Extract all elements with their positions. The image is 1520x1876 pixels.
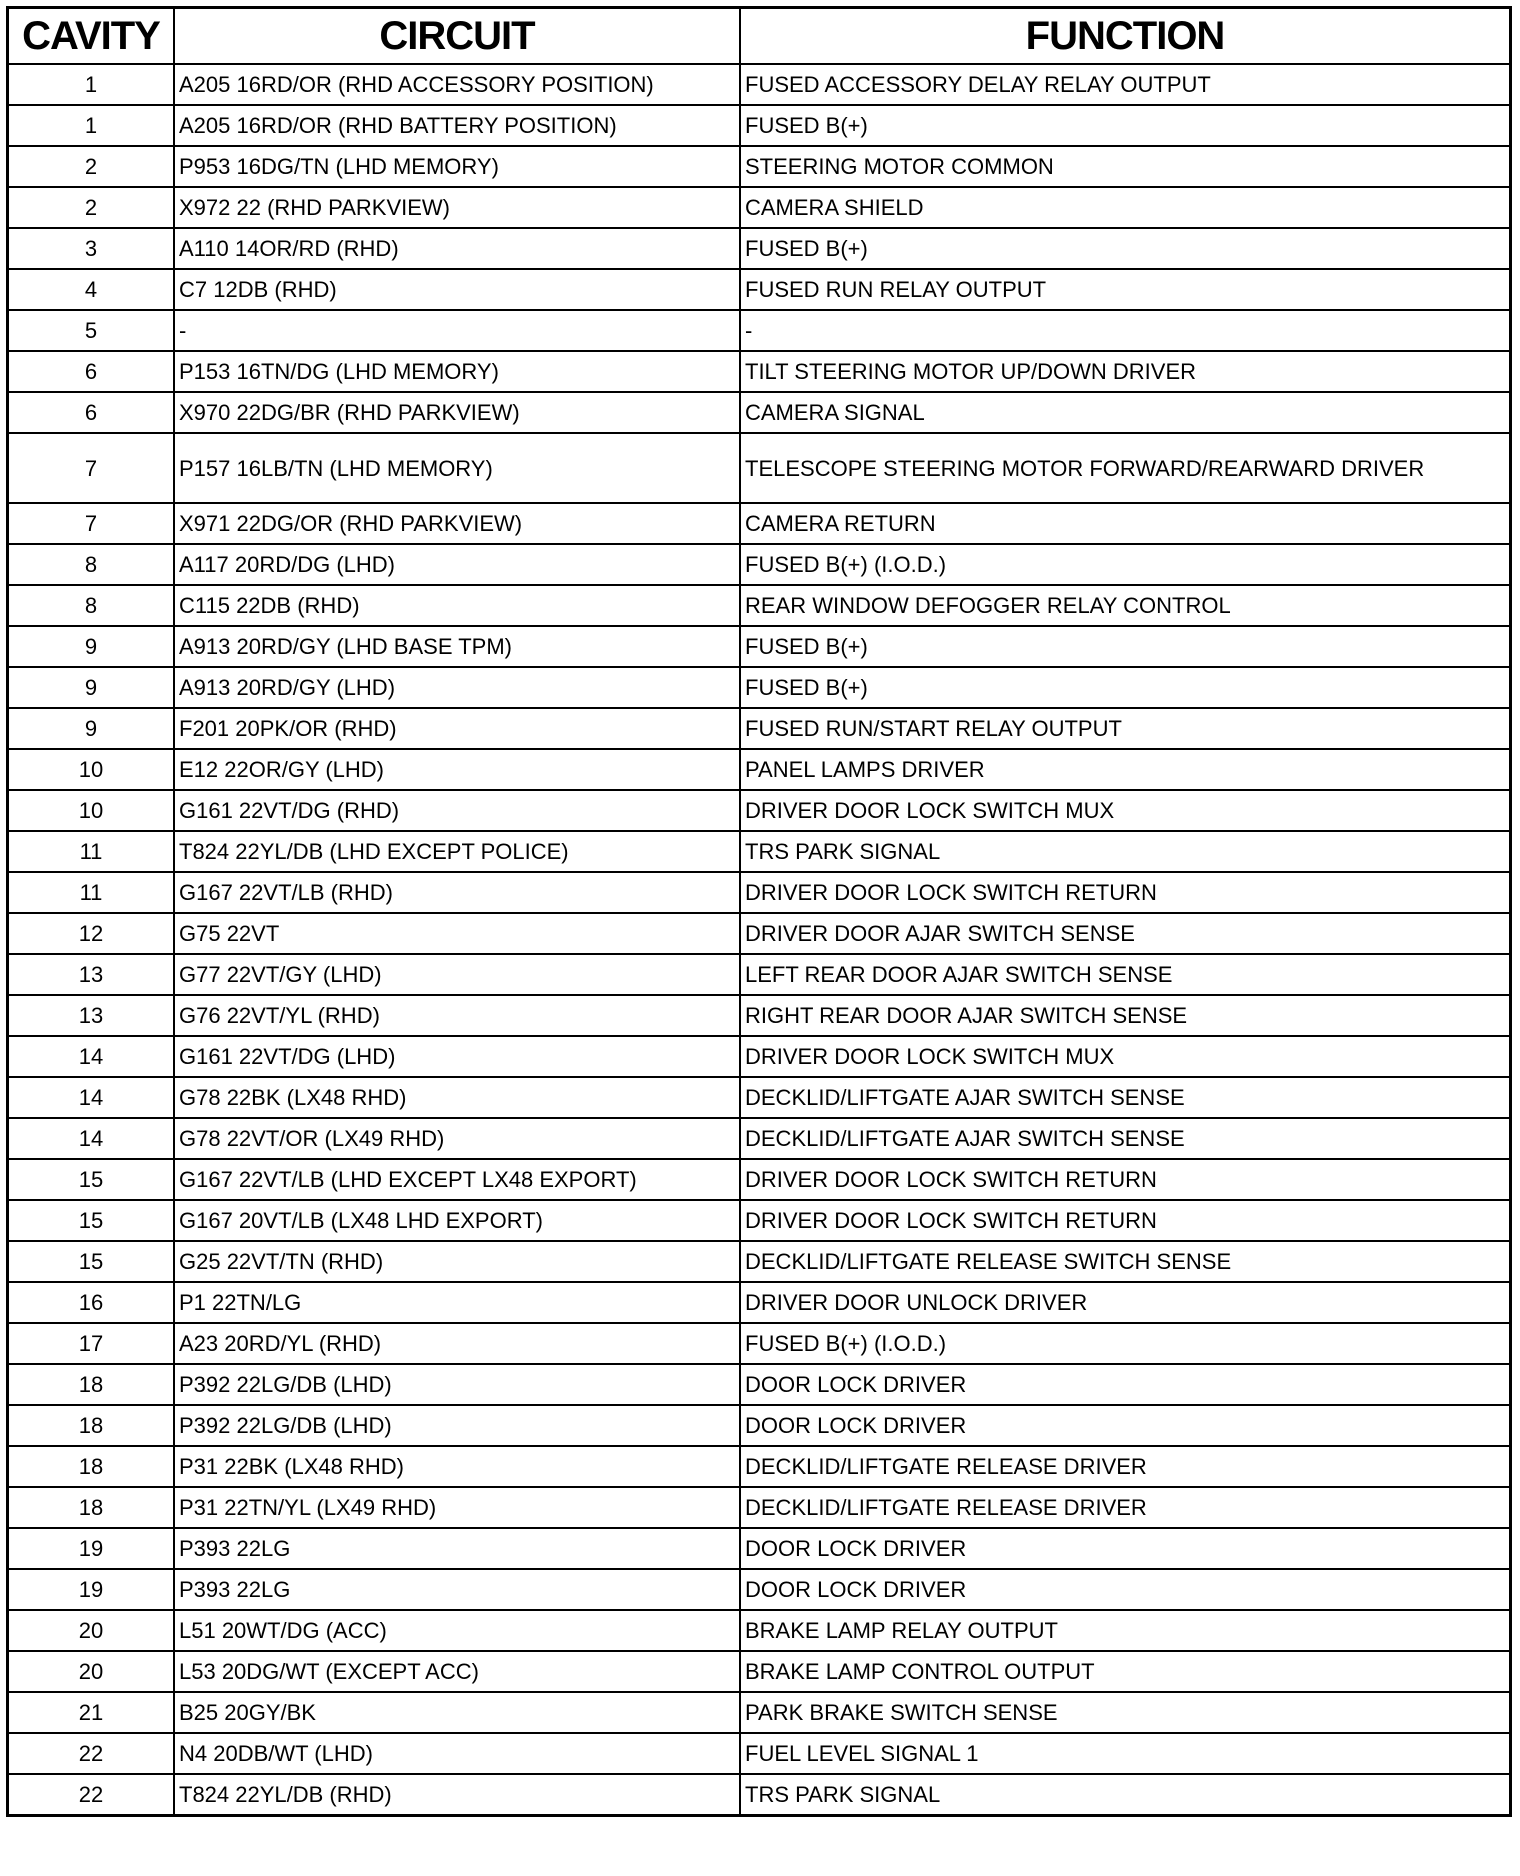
cavity-cell: 12 [8,913,175,954]
table-row [8,544,1511,585]
function-cell: DRIVER DOOR UNLOCK DRIVER [740,1282,1511,1323]
function-cell: CAMERA SIGNAL [740,392,1511,433]
header-circuit: CIRCUIT [174,8,740,65]
function-cell: DRIVER DOOR AJAR SWITCH SENSE [740,913,1511,954]
table-row [8,1610,1511,1651]
table-row [8,626,1511,667]
cavity-cell: 7 [8,433,175,503]
cavity-cell: 6 [8,392,175,433]
function-cell: STEERING MOTOR COMMON [740,146,1511,187]
circuit-cell: A110 14OR/RD (RHD) [174,228,740,269]
circuit-cell: A23 20RD/YL (RHD) [174,1323,740,1364]
function-cell: FUEL LEVEL SIGNAL 1 [740,1733,1511,1774]
circuit-cell: G78 22BK (LX48 RHD) [174,1077,740,1118]
cavity-cell: 5 [8,310,175,351]
table-row [8,585,1511,626]
table-row [8,351,1511,392]
cavity-cell: 8 [8,544,175,585]
function-cell: DOOR LOCK DRIVER [740,1569,1511,1610]
circuit-cell: L53 20DG/WT (EXCEPT ACC) [174,1651,740,1692]
function-cell: BRAKE LAMP RELAY OUTPUT [740,1610,1511,1651]
cavity-cell: 14 [8,1077,175,1118]
table-row [8,1118,1511,1159]
circuit-cell: F201 20PK/OR (RHD) [174,708,740,749]
function-cell: RIGHT REAR DOOR AJAR SWITCH SENSE [740,995,1511,1036]
function-cell: DOOR LOCK DRIVER [740,1405,1511,1446]
circuit-cell: A205 16RD/OR (RHD BATTERY POSITION) [174,105,740,146]
circuit-cell: P392 22LG/DB (LHD) [174,1405,740,1446]
function-cell: FUSED B(+) (I.O.D.) [740,544,1511,585]
circuit-cell: A913 20RD/GY (LHD) [174,667,740,708]
header-row [8,8,1511,65]
cavity-cell: 20 [8,1610,175,1651]
table-row [8,913,1511,954]
function-cell: FUSED RUN/START RELAY OUTPUT [740,708,1511,749]
circuit-cell: G76 22VT/YL (RHD) [174,995,740,1036]
table-row [8,392,1511,433]
function-cell: TRS PARK SIGNAL [740,831,1511,872]
table-row [8,1036,1511,1077]
table-row [8,1159,1511,1200]
function-cell: BRAKE LAMP CONTROL OUTPUT [740,1651,1511,1692]
circuit-cell: A117 20RD/DG (LHD) [174,544,740,585]
table-row [8,1200,1511,1241]
function-cell: TILT STEERING MOTOR UP/DOWN DRIVER [740,351,1511,392]
table-row [8,1651,1511,1692]
function-cell: FUSED B(+) [740,105,1511,146]
function-cell: FUSED ACCESSORY DELAY RELAY OUTPUT [740,64,1511,105]
table-row [8,872,1511,913]
function-cell: CAMERA SHIELD [740,187,1511,228]
circuit-cell: P31 22BK (LX48 RHD) [174,1446,740,1487]
cavity-cell: 14 [8,1036,175,1077]
cavity-cell: 11 [8,831,175,872]
circuit-cell: P393 22LG [174,1569,740,1610]
cavity-cell: 7 [8,503,175,544]
cavity-cell: 3 [8,228,175,269]
function-cell: REAR WINDOW DEFOGGER RELAY CONTROL [740,585,1511,626]
table-row [8,1077,1511,1118]
table-row [8,1323,1511,1364]
cavity-cell: 18 [8,1364,175,1405]
table-row [8,667,1511,708]
cavity-cell: 22 [8,1774,175,1816]
table-row [8,1364,1511,1405]
table-row [8,1733,1511,1774]
cavity-cell: 11 [8,872,175,913]
table-row [8,1241,1511,1282]
circuit-cell: G25 22VT/TN (RHD) [174,1241,740,1282]
table-row [8,187,1511,228]
table-row [8,1282,1511,1323]
function-cell: DRIVER DOOR LOCK SWITCH RETURN [740,1200,1511,1241]
function-cell: FUSED B(+) (I.O.D.) [740,1323,1511,1364]
circuit-cell: A205 16RD/OR (RHD ACCESSORY POSITION) [174,64,740,105]
function-cell: DECKLID/LIFTGATE RELEASE DRIVER [740,1487,1511,1528]
cavity-cell: 22 [8,1733,175,1774]
table-row [8,749,1511,790]
table-row [8,1446,1511,1487]
circuit-cell: X971 22DG/OR (RHD PARKVIEW) [174,503,740,544]
table-row [8,1528,1511,1569]
cavity-cell: 9 [8,667,175,708]
table-row [8,708,1511,749]
function-cell: DRIVER DOOR LOCK SWITCH RETURN [740,1159,1511,1200]
circuit-cell: X970 22DG/BR (RHD PARKVIEW) [174,392,740,433]
function-cell: DRIVER DOOR LOCK SWITCH MUX [740,790,1511,831]
function-cell: TRS PARK SIGNAL [740,1774,1511,1816]
circuit-cell: L51 20WT/DG (ACC) [174,1610,740,1651]
circuit-cell: G161 22VT/DG (RHD) [174,790,740,831]
function-cell: CAMERA RETURN [740,503,1511,544]
function-cell: PANEL LAMPS DRIVER [740,749,1511,790]
function-cell: DECKLID/LIFTGATE AJAR SWITCH SENSE [740,1077,1511,1118]
cavity-cell: 16 [8,1282,175,1323]
table-row [8,954,1511,995]
circuit-cell: G167 20VT/LB (LX48 LHD EXPORT) [174,1200,740,1241]
circuit-cell: G167 22VT/LB (LHD EXCEPT LX48 EXPORT) [174,1159,740,1200]
circuit-cell: - [174,310,740,351]
function-cell: DOOR LOCK DRIVER [740,1364,1511,1405]
table-row [8,310,1511,351]
table-row [8,146,1511,187]
cavity-cell: 9 [8,626,175,667]
circuit-cell: X972 22 (RHD PARKVIEW) [174,187,740,228]
function-cell: DOOR LOCK DRIVER [740,1528,1511,1569]
circuit-cell: B25 20GY/BK [174,1692,740,1733]
circuit-cell: P153 16TN/DG (LHD MEMORY) [174,351,740,392]
circuit-cell: G77 22VT/GY (LHD) [174,954,740,995]
circuit-cell: G167 22VT/LB (RHD) [174,872,740,913]
table-row [8,1405,1511,1446]
cavity-cell: 14 [8,1118,175,1159]
cavity-cell: 10 [8,790,175,831]
cavity-cell: 18 [8,1405,175,1446]
header-function: FUNCTION [740,8,1511,65]
cavity-cell: 4 [8,269,175,310]
function-cell: DECKLID/LIFTGATE RELEASE DRIVER [740,1446,1511,1487]
function-cell: DECKLID/LIFTGATE AJAR SWITCH SENSE [740,1118,1511,1159]
circuit-cell: P1 22TN/LG [174,1282,740,1323]
table-row [8,228,1511,269]
cavity-cell: 2 [8,146,175,187]
connector-pinout-table [6,6,1512,1817]
circuit-cell: P157 16LB/TN (LHD MEMORY) [174,433,740,503]
circuit-cell: P392 22LG/DB (LHD) [174,1364,740,1405]
cavity-cell: 18 [8,1446,175,1487]
table-row [8,790,1511,831]
function-cell: TELESCOPE STEERING MOTOR FORWARD/REARWARD DRIVER [740,433,1511,503]
table-row [8,1569,1511,1610]
header-cavity: CAVITY [8,8,175,65]
table-row [8,105,1511,146]
cavity-cell: 17 [8,1323,175,1364]
function-cell: FUSED B(+) [740,667,1511,708]
function-cell: FUSED B(+) [740,228,1511,269]
table-row [8,503,1511,544]
circuit-cell: C115 22DB (RHD) [174,585,740,626]
table-row [8,1487,1511,1528]
cavity-cell: 1 [8,64,175,105]
cavity-cell: 19 [8,1569,175,1610]
circuit-cell: P31 22TN/YL (LX49 RHD) [174,1487,740,1528]
cavity-cell: 18 [8,1487,175,1528]
table-row [8,269,1511,310]
table-row [8,433,1511,503]
cavity-cell: 15 [8,1200,175,1241]
table-row [8,1692,1511,1733]
table-row [8,995,1511,1036]
circuit-cell: E12 22OR/GY (LHD) [174,749,740,790]
circuit-cell: P953 16DG/TN (LHD MEMORY) [174,146,740,187]
circuit-cell: P393 22LG [174,1528,740,1569]
cavity-cell: 13 [8,995,175,1036]
function-cell: FUSED RUN RELAY OUTPUT [740,269,1511,310]
cavity-cell: 15 [8,1159,175,1200]
function-cell: LEFT REAR DOOR AJAR SWITCH SENSE [740,954,1511,995]
cavity-cell: 21 [8,1692,175,1733]
cavity-cell: 1 [8,105,175,146]
cavity-cell: 15 [8,1241,175,1282]
circuit-cell: G75 22VT [174,913,740,954]
cavity-cell: 20 [8,1651,175,1692]
cavity-cell: 10 [8,749,175,790]
cavity-cell: 2 [8,187,175,228]
function-cell: DRIVER DOOR LOCK SWITCH MUX [740,1036,1511,1077]
circuit-cell: A913 20RD/GY (LHD BASE TPM) [174,626,740,667]
table-row [8,1774,1511,1816]
function-cell: DECKLID/LIFTGATE RELEASE SWITCH SENSE [740,1241,1511,1282]
function-cell: - [740,310,1511,351]
circuit-cell: C7 12DB (RHD) [174,269,740,310]
cavity-cell: 9 [8,708,175,749]
cavity-cell: 19 [8,1528,175,1569]
cavity-cell: 6 [8,351,175,392]
circuit-cell: N4 20DB/WT (LHD) [174,1733,740,1774]
circuit-cell: G161 22VT/DG (LHD) [174,1036,740,1077]
function-cell: FUSED B(+) [740,626,1511,667]
circuit-cell: T824 22YL/DB (RHD) [174,1774,740,1816]
cavity-cell: 8 [8,585,175,626]
table-row [8,831,1511,872]
function-cell: DRIVER DOOR LOCK SWITCH RETURN [740,872,1511,913]
function-cell: PARK BRAKE SWITCH SENSE [740,1692,1511,1733]
table-row [8,64,1511,105]
circuit-cell: G78 22VT/OR (LX49 RHD) [174,1118,740,1159]
circuit-cell: T824 22YL/DB (LHD EXCEPT POLICE) [174,831,740,872]
cavity-cell: 13 [8,954,175,995]
table-body [8,64,1511,1816]
